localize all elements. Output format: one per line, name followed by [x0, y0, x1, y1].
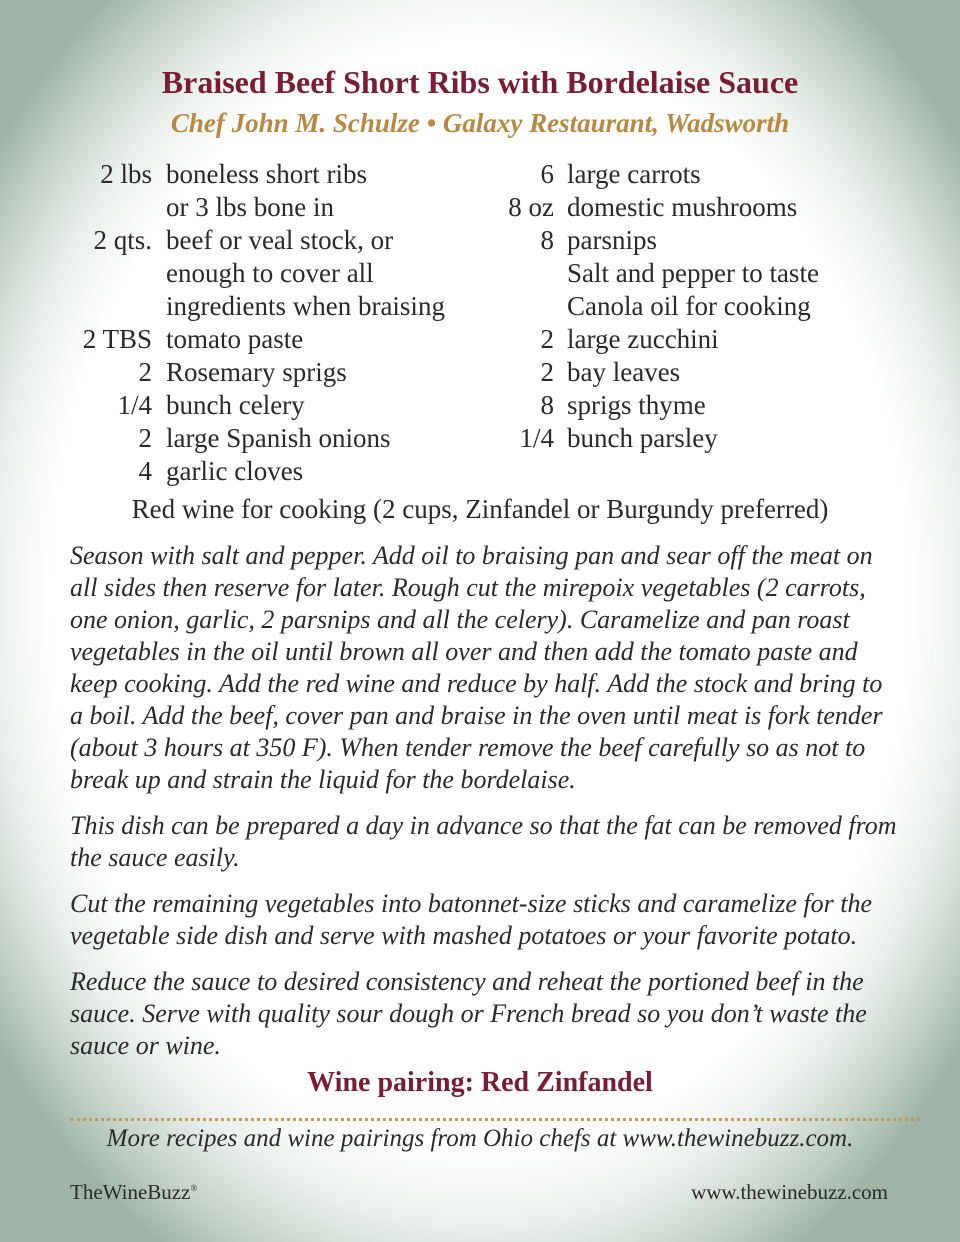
ingredient-line: bunch parsley — [567, 423, 718, 453]
ingredient-description — [567, 224, 657, 257]
ingredient-quantity: 2 — [138, 357, 152, 387]
ingredient-item — [60, 323, 480, 356]
ingredient-quantity: 2 — [540, 357, 554, 387]
ingredient-item — [486, 257, 906, 290]
instructions — [70, 540, 900, 1076]
ingredient-line: domestic mushrooms — [567, 192, 798, 222]
ingredient-line: large Spanish onions — [166, 423, 391, 453]
ingredient-line: Canola oil for cooking — [567, 291, 811, 321]
ingredient-item — [60, 224, 480, 323]
ingredient-description — [567, 422, 718, 455]
ingredient-description — [567, 158, 701, 191]
ingredient-quantity: 8 — [540, 390, 554, 420]
recipe-title: Braised Beef Short Ribs with Bordelaise Sauce — [161, 64, 799, 100]
footer-tagline: More recipes and wine pairings from Ohio chefs at www.thewinebuzz.com. — [106, 1125, 854, 1152]
dotted-divider — [70, 1118, 920, 1121]
ingredient-quantity: 2 — [138, 423, 152, 453]
ingredient-line: large carrots — [567, 159, 701, 189]
ingredients-left-column — [60, 158, 480, 488]
brand-logo — [70, 1180, 197, 1205]
ingredient-description — [567, 389, 706, 422]
ingredient-description — [166, 356, 347, 389]
instruction-paragraph: Cut the remaining vegetables into batonnet-size sticks and caramelize for the vegetable side dish and serve with mashed potatoes or your favorite potato. — [70, 889, 873, 950]
ingredient-line: boneless short ribs — [166, 159, 367, 189]
ingredient-line: parsnips — [567, 225, 657, 255]
ingredient-item — [486, 323, 906, 356]
ingredient-quantity: 2 TBS — [82, 324, 152, 354]
chef-credit: Chef John M. Schulze • Galaxy Restaurant, Wadsworth — [170, 108, 790, 138]
ingredient-item — [486, 224, 906, 257]
ingredient-item — [60, 455, 480, 488]
ingredient-item — [486, 290, 906, 323]
ingredient-quantity: 6 — [540, 159, 554, 189]
website-url: www.thewinebuzz.com — [691, 1180, 888, 1204]
ingredient-description — [166, 224, 445, 323]
cooking-wine-note: Red wine for cooking (2 cups, Zinfandel or Burgundy preferred) — [131, 494, 829, 524]
ingredient-item — [486, 422, 906, 455]
ingredient-quantity: 8 oz — [508, 192, 554, 222]
ingredient-line: bunch celery — [166, 390, 305, 420]
ingredient-line: beef or veal stock, or — [166, 225, 394, 255]
ingredient-item — [60, 389, 480, 422]
ingredient-quantity — [486, 290, 567, 323]
ingredient-quantity: 2 qts. — [93, 225, 152, 255]
ingredient-line: tomato paste — [166, 324, 304, 354]
ingredient-description — [166, 389, 305, 422]
ingredient-quantity: 1/4 — [519, 423, 554, 453]
ingredient-line: or 3 lbs bone in — [166, 192, 334, 222]
ingredient-line: garlic cloves — [166, 456, 304, 486]
ingredient-item — [486, 191, 906, 224]
ingredient-description — [166, 455, 303, 488]
ingredient-line: ingredients when braising — [166, 291, 445, 321]
ingredient-description — [567, 257, 819, 290]
ingredient-description — [567, 191, 797, 224]
instruction-paragraph: Season with salt and pepper. Add oil to braising pan and sear off the meat on all sides then reserve for later. Rough cut the mirepoix vegetables (2 carrots, one onion, garlic, 2 parsnips and all the celery). Caramelize and pan roast vegetables in the oil until brown all over and then add the tomato paste and keep cooking. Add the red wine and reduce by half. Add the stock and bring to a boil. Add the beef, cover pan and braise in the oven until meat is fork tender (about 3 hours at 350 F). When tender remove the beef carefully so as not to break up and strain the liquid for the bordelaise. — [70, 541, 883, 794]
ingredient-quantity: 8 — [540, 225, 554, 255]
ingredient-item — [60, 158, 480, 224]
instruction-paragraph: This dish can be prepared a day in advance so that the fat can be removed from the sauce easily. — [70, 811, 897, 872]
ingredient-description — [166, 422, 391, 455]
ingredient-quantity — [486, 257, 567, 290]
ingredient-line: Rosemary sprigs — [166, 357, 347, 387]
ingredient-item — [486, 389, 906, 422]
ingredient-quantity: 4 — [138, 456, 152, 486]
ingredient-line: enough to cover all — [166, 258, 374, 288]
ingredient-description — [567, 290, 811, 323]
ingredient-description — [166, 158, 367, 224]
ingredient-line: Salt and pepper to taste — [567, 258, 819, 288]
ingredient-line: sprigs thyme — [567, 390, 706, 420]
ingredient-quantity: 2 lbs — [100, 159, 152, 189]
ingredient-item — [486, 356, 906, 389]
brand-name: TheWineBuzz — [70, 1180, 191, 1204]
ingredient-quantity: 2 — [540, 324, 554, 354]
ingredient-item — [60, 422, 480, 455]
ingredient-description — [166, 323, 303, 356]
instruction-paragraph: Reduce the sauce to desired consistency and reheat the portioned beef in the sauce. Serve with quality sour dough or French bread so you don’t waste the sauce or wine. — [70, 967, 867, 1060]
ingredient-line: large zucchini — [567, 324, 719, 354]
wine-pairing: Wine pairing: Red Zinfandel — [307, 1067, 653, 1098]
ingredient-item — [60, 356, 480, 389]
registered-mark: ® — [190, 1183, 198, 1193]
ingredient-quantity: 1/4 — [117, 390, 152, 420]
ingredient-description — [567, 356, 680, 389]
ingredient-item — [486, 158, 906, 191]
ingredients-right-column — [486, 158, 906, 455]
ingredient-line: bay leaves — [567, 357, 681, 387]
ingredient-description — [567, 323, 719, 356]
